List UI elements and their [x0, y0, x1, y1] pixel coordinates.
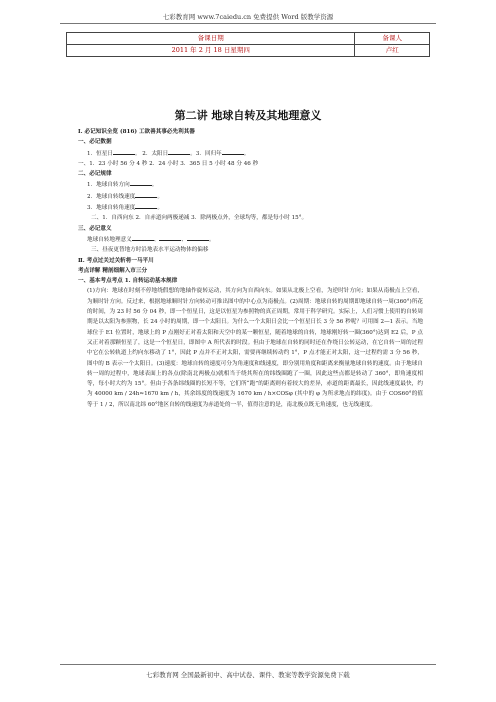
outline-line: 一、必记数据 [78, 139, 112, 146]
outline-line [78, 202, 423, 213]
outline-line [78, 179, 423, 190]
footer-divider [60, 664, 436, 665]
fill-in-blank [187, 234, 209, 241]
outline-line: Ⅱ. 考点过关过关斩将一马平川 [78, 257, 154, 264]
detail-paragraph: (1)方向：地球在时刻不停地绕假想的地轴作旋转运动，其方向为自西向东。如果从北极上空看，为逆时针方向；如果从南极点上空看，为顺时针方向。反过来，根据地球顺时针方向转动可推出图中的中心点为南极点。(2)周期：地球自转的周期即地球自转一周(360°)所花的时间，为 23 时 56 分 04 秒，即一个恒星日，这是以恒星为参照物的真正周期，常用于科学研究。实际上，人们习惯上使用的自转周期是以太阳为参照物，长 24 小时的周期，即一个太阳日。为什么一个太阳日会比一个恒星日长 3 分 56 秒呢？可用图 2—1 表示。当地球位于 E1 位置时，地球上的 P 点刚好正对着太阳和天空中的某一颗恒星，随着地球的自转，地球刚好转一圈(360°)达到 E2 后，P 点又正对着那颗恒星了，这是一个恒星日，即图中 A 所代表的时段。但由于地球在自转的同时还在作绕日公转运动，在它自转一周的过程中它在公转轨道上约向东移动了 1°，因此 P 点并不正对太阳，需要再继续转动约 1°，P 点才能正对太阳，这一过程约需 3 分 56 秒，图中的 B 表示一个太阳日。(3)速度：地球自转的速度可分为角速度和线速度，即分别用角度和距离来衡量地球自转的速度。由于地球自转一周的过程中，地球表面上的各点(除南北两极点)就相当于绕其所在的纬线圈跑了一圈，因此这些点都是转动了 360°，即角速度相等，每小时大约为 15°。但由于各条纬线圈的长短不等，它们所“跑”的距离则有着较大的差异，赤道的距离最长，因此线速度最快，约为 40000 km / 24h≈1670 km / h，其余纬度的线速度为 1670 km / h×COSφ (其中的 φ 为所求地点的纬度)。由于 COS60°的值等于 1 / 2，所以南北纬 60°地区自转的线速度为赤道处的一半，值得注意的是，南北极点既无角速度，也无线速度。 [87, 288, 423, 408]
line-text-segment: 。 [208, 236, 215, 243]
line-text-segment: 、 [153, 236, 160, 243]
line-text-segment: 。 2．太阳日 [134, 150, 169, 157]
line-text-segment: 。 [243, 150, 250, 157]
header-divider [60, 23, 436, 24]
fill-in-blank [168, 148, 190, 155]
fill-in-blank [222, 148, 244, 155]
line-text-segment: 2．地球自转线速度 [87, 193, 136, 200]
outline-lines [78, 127, 423, 286]
preparer-label: 备课人 [355, 33, 430, 45]
line-text-segment: 。 [157, 193, 163, 200]
lesson-title: 第二讲 地球自转及其地理意义 [174, 109, 322, 122]
outline-line: 考点详解 精剖细解入市三分 [78, 267, 148, 274]
fill-in-blank [135, 202, 157, 209]
outline-line: 三、必记意义 [78, 225, 112, 232]
line-text-segment: 3．地球自转角速度 [87, 205, 136, 212]
fill-in-blank [135, 191, 157, 198]
outline-line: Ⅰ. 必记知识全览 (816) 工欲善其事必先利其器 [78, 129, 195, 135]
line-text-segment: 1．恒星日 [87, 150, 113, 157]
document-body [78, 127, 423, 410]
page-header: 七彩教育网 www.7caiedu.cn 免费提供 Word 版教学资源 [162, 13, 334, 21]
line-text-segment: 1．地球自转方向 [87, 182, 130, 189]
fill-in-blank [130, 179, 152, 186]
line-text-segment: 地球自转地理意义 [87, 236, 132, 243]
prep-date-value: 2011 年 2 月 18 日星期四 [67, 45, 355, 57]
outline-line [78, 191, 423, 202]
line-text-segment: 。 [151, 182, 158, 189]
outline-line: 三、昼夜更替地方时沿地表水平运动物体的偏移 [91, 247, 209, 254]
outline-line [78, 148, 423, 159]
outline-line: 一、1．23 小时 56 分 4 秒 2．24 小时 3．365 日 5 小时 48 分 46 秒 [78, 160, 259, 167]
line-text-segment: 。3．回归年 [190, 150, 222, 157]
fill-in-blank [159, 234, 181, 241]
outline-line [78, 234, 423, 245]
line-text-segment: 、 [181, 236, 187, 243]
prep-date-label: 备课日期 [67, 33, 355, 45]
outline-line: 二、必记规律 [78, 171, 112, 178]
outline-line: 一、基本考点考点 1. 自转运动基本规律 [78, 278, 178, 285]
fill-in-blank [113, 148, 135, 155]
page-footer: 七彩教育网 全国最新初中、高中试卷、课件、教案等教学资源免费下载 [146, 671, 350, 679]
preparer-value: 卢红 [355, 45, 430, 57]
fill-in-blank [132, 234, 154, 241]
lesson-info-table [66, 32, 430, 57]
outline-line: 二、1．自西向东 2．自赤道向两极递减 3．除两极点外，全球均等，都是每小时 15°。 [91, 215, 308, 222]
line-text-segment: 。 [157, 205, 163, 212]
detail-section [78, 286, 423, 410]
